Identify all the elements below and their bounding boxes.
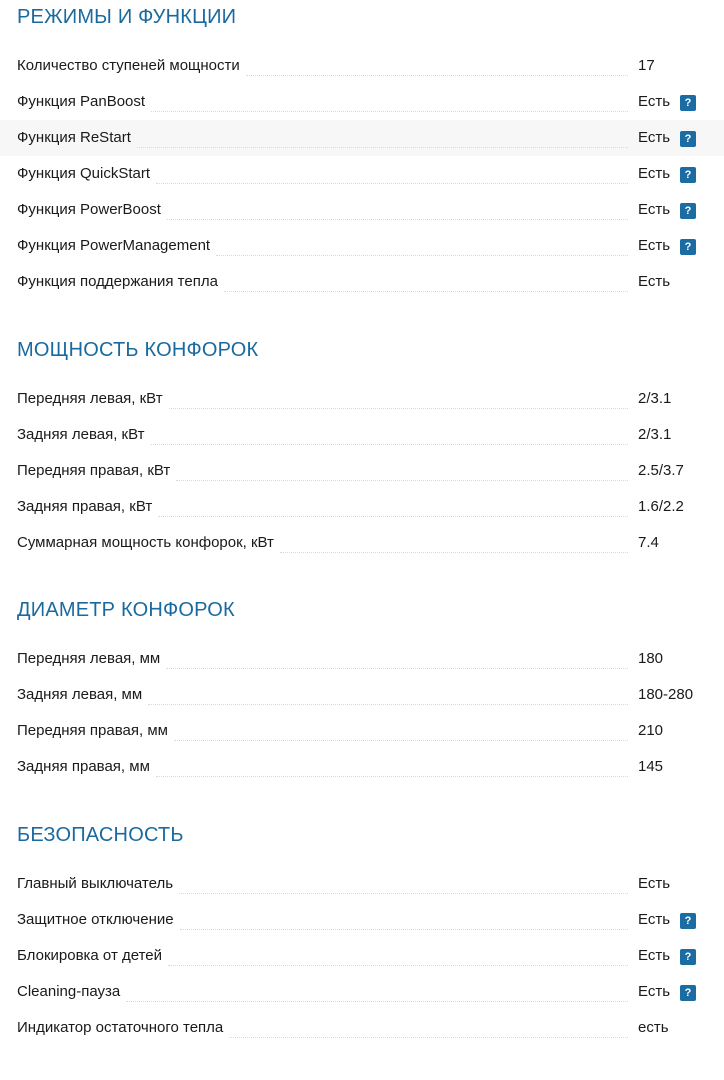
- spec-row: [0, 938, 724, 974]
- dotted-leader: [151, 444, 628, 445]
- spec-label: Защитное отключение: [17, 911, 174, 928]
- spec-row: [0, 902, 724, 938]
- help-icon[interactable]: ?: [680, 985, 696, 1001]
- spec-row: [0, 84, 724, 120]
- dotted-leader: [158, 516, 628, 517]
- spec-value: 7.4: [638, 534, 659, 551]
- spec-value: Есть: [638, 875, 671, 892]
- spec-value: 145: [638, 758, 664, 775]
- spec-label: Cleaning-пауза: [17, 983, 121, 1000]
- spec-row: [0, 713, 724, 749]
- section-title: ДИАМЕТР КОНФОРОК: [17, 599, 235, 621]
- spec-value: 180: [638, 650, 664, 667]
- spec-label: Блокировка от детей: [17, 947, 163, 964]
- spec-label: Функция PanBoost: [17, 93, 146, 110]
- spec-value: Есть: [638, 129, 671, 146]
- spec-value: Есть: [638, 237, 671, 254]
- dotted-leader: [174, 740, 628, 741]
- spec-value: Есть: [638, 947, 671, 964]
- dotted-leader: [179, 893, 628, 894]
- spec-row: [0, 381, 724, 417]
- spec-value: есть: [638, 1019, 669, 1036]
- spec-row: [0, 749, 724, 785]
- dotted-leader: [168, 965, 628, 966]
- spec-row: [0, 192, 724, 228]
- spec-value: 210: [638, 722, 664, 739]
- spec-label: Задняя левая, кВт: [17, 426, 145, 443]
- spec-value: Есть: [638, 201, 671, 218]
- help-icon[interactable]: ?: [680, 239, 696, 255]
- help-icon[interactable]: ?: [680, 949, 696, 965]
- help-icon[interactable]: ?: [680, 203, 696, 219]
- spec-value: Есть: [638, 165, 671, 182]
- spec-value: 1.6/2.2: [638, 498, 684, 515]
- dotted-leader: [156, 776, 628, 777]
- spec-label: Суммарная мощность конфорок, кВт: [17, 534, 274, 551]
- dotted-leader: [148, 704, 628, 705]
- spec-row: [0, 525, 724, 561]
- spec-row: [0, 641, 724, 677]
- dotted-leader: [216, 255, 628, 256]
- spec-label: Задняя правая, мм: [17, 758, 150, 775]
- spec-row: [0, 417, 724, 453]
- dotted-leader: [137, 147, 628, 148]
- dotted-leader: [229, 1037, 628, 1038]
- spec-row: [0, 974, 724, 1010]
- spec-label: Функция QuickStart: [17, 165, 151, 182]
- spec-value: 17: [638, 57, 655, 74]
- dotted-leader: [176, 480, 628, 481]
- spec-label: Передняя правая, мм: [17, 722, 168, 739]
- spec-label: Количество ступеней мощности: [17, 57, 240, 74]
- spec-row: [0, 489, 724, 525]
- spec-label: Главный выключатель: [17, 875, 174, 892]
- spec-row: [0, 1010, 724, 1046]
- spec-label: Функция PowerBoost: [17, 201, 161, 218]
- spec-value: 180-280: [638, 686, 694, 703]
- spec-value: 2/3.1: [638, 390, 672, 407]
- spec-row: [0, 228, 724, 264]
- section-title: БЕЗОПАСНОСТЬ: [17, 824, 184, 846]
- spec-row: [0, 677, 724, 713]
- dotted-leader: [156, 183, 628, 184]
- spec-label: Функция PowerManagement: [17, 237, 211, 254]
- spec-label: Задняя правая, кВт: [17, 498, 153, 515]
- spec-value: Есть: [638, 273, 671, 290]
- dotted-leader: [169, 408, 628, 409]
- help-icon[interactable]: ?: [680, 913, 696, 929]
- spec-row: [0, 156, 724, 192]
- spec-row: [0, 48, 724, 84]
- spec-value: Есть: [638, 983, 671, 1000]
- dotted-leader: [224, 291, 628, 292]
- spec-label: Передняя правая, кВт: [17, 462, 171, 479]
- spec-label: Функция поддержания тепла: [17, 273, 218, 290]
- spec-row: [0, 453, 724, 489]
- spec-row: [0, 120, 724, 156]
- spec-label: Передняя левая, мм: [17, 650, 161, 667]
- section-title: РЕЖИМЫ И ФУНКЦИИ: [17, 6, 237, 28]
- help-icon[interactable]: ?: [680, 95, 696, 111]
- spec-label: Задняя левая, мм: [17, 686, 143, 703]
- spec-label: Индикатор остаточного тепла: [17, 1019, 224, 1036]
- spec-value: Есть: [638, 93, 671, 110]
- spec-label: Передняя левая, кВт: [17, 390, 163, 407]
- spec-label: Функция ReStart: [17, 129, 131, 146]
- spec-row: [0, 866, 724, 902]
- dotted-leader: [180, 929, 628, 930]
- dotted-leader: [280, 552, 628, 553]
- section-title: МОЩНОСТЬ КОНФОРОК: [17, 339, 259, 361]
- dotted-leader: [246, 75, 628, 76]
- help-icon[interactable]: ?: [680, 131, 696, 147]
- dotted-leader: [166, 668, 628, 669]
- dotted-leader: [151, 111, 628, 112]
- help-icon[interactable]: ?: [680, 167, 696, 183]
- dotted-leader: [126, 1001, 628, 1002]
- spec-row: [0, 264, 724, 300]
- spec-value: 2/3.1: [638, 426, 672, 443]
- spec-value: Есть: [638, 911, 671, 928]
- dotted-leader: [167, 219, 628, 220]
- spec-value: 2.5/3.7: [638, 462, 684, 479]
